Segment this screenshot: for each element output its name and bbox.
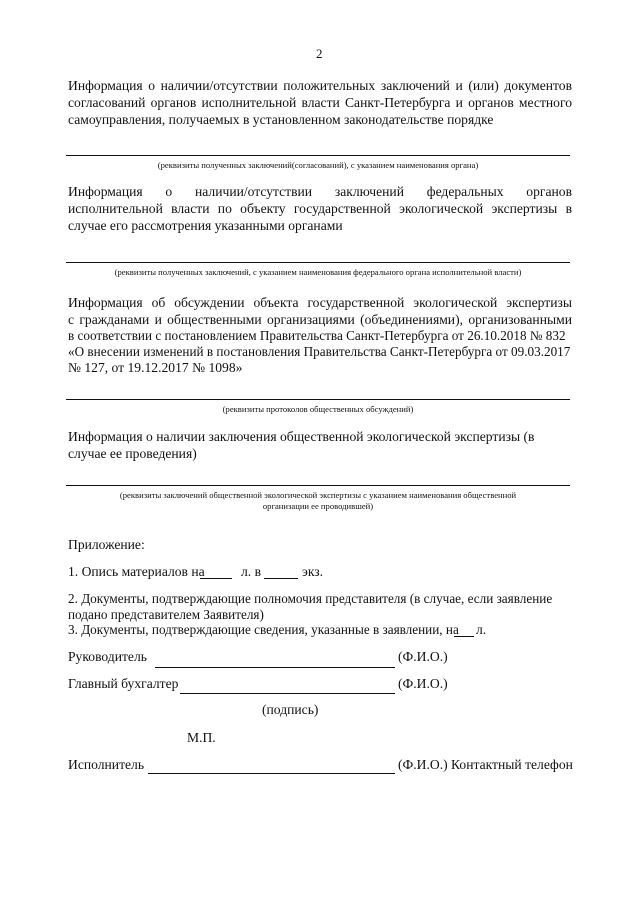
section-public-expertise-text: Информация о наличии заключения общественной экологической экспертизы (в случае ее проведения) [68,429,535,461]
attachment-item1-pages-field[interactable] [200,578,232,579]
signature-executor-line[interactable] [148,773,395,774]
signature-head-line[interactable] [155,667,395,668]
attachment-item2-line1: 2. Документы, подтверждающие полномочия представителя (в случае, если заявление [68,591,553,606]
attachment-item1-prefix: 1. Опись материалов на [68,564,205,579]
attachments-heading: Приложение: [68,537,145,552]
caption-protocols: (реквизиты протоколов общественных обсуждений) [222,404,414,414]
section-discussion-line5: № 127, от 19.12.2017 № 1098» [68,360,243,375]
section-federal-conclusions-text: Информация о наличии/отсутствии заключений федеральных органов исполнительной власти по объекту государственной экологической экспертизы в случае его рассмотрения указанными органами [68,184,572,233]
section-discussion-line1: Информация об обсуждении объекта государственной экологической экспертизы [68,295,572,310]
section-positive-conclusions-text: Информация о наличии/отсутствии положительных заключений и (или) документов согласований органов исполнительной власти Санкт-Петербурга и органов местного самоуправления, получаемых в установленном законодательстве порядке [68,78,572,127]
signature-accountant-label: Главный бухгалтер [68,676,179,691]
attachment-item1-copies-field[interactable] [264,578,298,579]
attachment-item2-line2: подано представителем Заявителя) [68,607,264,622]
signature-head-label: Руководитель [68,649,147,664]
caption-public-expertise-line1: (реквизиты заключений общественной экологической экспертизы с указанием наименования общественной [119,490,517,500]
signature-caption: (подпись) [262,702,319,717]
page-number: 2 [316,46,323,61]
input-line-conclusions[interactable] [66,155,570,156]
section-discussion-line3: в соответствии с постановлением Правительства Санкт-Петербурга от 26.10.2018 № 832 [68,328,566,343]
signature-executor-fio-phone: (Ф.И.О.) Контактный телефон [398,757,573,772]
attachment-item3-pages-field[interactable] [454,636,474,637]
signature-executor-label: Исполнитель [68,757,145,772]
signature-accountant-line[interactable] [180,693,395,694]
caption-conclusions: (реквизиты полученных заключений(согласований), с указанием наименования органа) [157,160,479,170]
attachment-item1-suffix: экз. [302,564,324,579]
attachment-item3-prefix: 3. Документы, подтверждающие сведения, указанные в заявлении, на [68,622,459,637]
input-line-protocols[interactable] [66,399,570,400]
caption-federal: (реквизиты полученных заключений, с указанием наименования федерального органа исполнительной власти) [114,267,522,277]
input-line-public-expertise[interactable] [66,485,570,486]
input-line-federal[interactable] [66,262,570,263]
signature-accountant-fio: (Ф.И.О.) [398,676,448,691]
attachment-item1-mid: л. в [241,564,261,579]
caption-public-expertise-line2: организации ее проводившей) [262,501,374,511]
stamp-place: М.П. [187,730,216,745]
section-discussion-line4: «О внесении изменений в постановления Правительства Санкт-Петербурга от 09.03.2017 [68,344,571,359]
signature-head-fio: (Ф.И.О.) [398,649,448,664]
attachment-item3-suffix: л. [476,622,487,637]
section-discussion-line2: с гражданами и общественными организациями (объединениями), организованными [68,312,572,327]
